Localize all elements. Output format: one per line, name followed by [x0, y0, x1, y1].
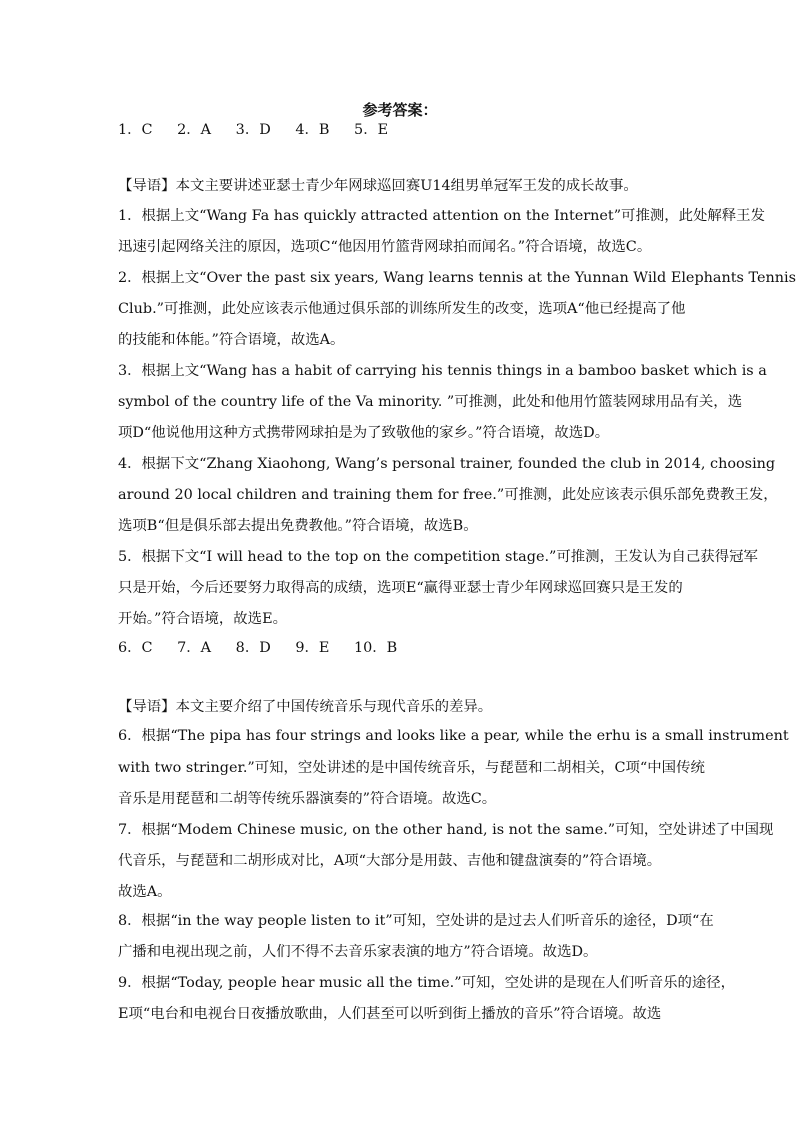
section1-line: 开始。”符合语境，故选E。	[118, 611, 287, 627]
section1-line: 4．根据下文“Zhang Xiaohong, Wang’s personal trainer, founded the club in 2014, choosing	[118, 456, 776, 472]
section1-line: 项D“他说他用这种方式携带网球拍是为了致敬他的家乡。”符合语境，故选D。	[118, 425, 610, 441]
answer-item: 10．B	[353, 640, 398, 656]
answer-item: 6．C	[118, 640, 153, 656]
section2-line: 音乐是用琵琶和二胡等传统乐器演奏的”符合语境。故选C。	[118, 791, 497, 807]
answer-item: 3．D	[235, 122, 271, 138]
answer-item: 4．B	[295, 122, 330, 138]
answer-item: 9．E	[295, 640, 330, 656]
section2-line: 故选A。	[118, 884, 172, 900]
section2-line: with two stringer.”可知，空处讲述的是中国传统音乐，与琵琶和二胡相关，C项“中国传统	[118, 760, 705, 776]
section2-line: E项“电台和电视台日夜播放歌曲，人们甚至可以听到街上播放的音乐”符合语境。故选	[118, 1006, 662, 1022]
section1-line: 5．根据下文“I will head to the top on the competition stage.”可推测，王发认为自己获得冠军	[118, 549, 758, 565]
answer-item: 8．D	[235, 640, 271, 656]
section1-line: 1．根据上文“Wang Fa has quickly attracted attention on the Internet”可推测，此处解释王发	[118, 208, 765, 224]
section2-line: 6．根据“The pipa has four strings and looks like a pear, while the erhu is a small instrument	[118, 728, 789, 744]
section1-line: around 20 local children and training them for free.”可推测，此处应该表示俱乐部免费教王发，	[118, 487, 778, 503]
section1-line: 2．根据上文“Over the past six years, Wang learns tennis at the Yunnan Wild Elephants Tennis	[118, 270, 797, 286]
answer-key-row-1	[118, 119, 718, 141]
answer-key-row-2	[118, 637, 718, 659]
section1-line: 迅速引起网络关注的原因，选项C“他因用竹篮背网球拍而闻名。”符合语境，故选C。	[118, 239, 652, 255]
answer-item: 2．A	[177, 122, 212, 138]
answer-item: 7．A	[177, 640, 212, 656]
section1-line: 选项B“但是俱乐部去提出免费教他。”符合语境，故选B。	[118, 518, 478, 534]
section1-line: 只是开始，今后还要努力取得高的成绩，选项E“赢得亚瑟士青少年网球巡回赛只是王发的	[118, 580, 683, 596]
section2-line: 代音乐，与琵琶和二胡形成对比，A项“大部分是用鼓、吉他和键盘演奏的”符合语境。	[118, 853, 662, 869]
section2-intro: 【导语】本文主要介绍了中国传统音乐与现代音乐的差异。	[118, 699, 493, 715]
section1-line: 3．根据上文“Wang has a habit of carrying his tennis things in a bamboo basket which is a	[118, 363, 767, 379]
page-title: 参考答案：	[362, 101, 438, 119]
section1-line: Club.”可推测，此处应该表示他通过俱乐部的训练所发生的改变，选项A“他已经提高了他	[118, 301, 686, 317]
section1-line: 的技能和体能。”符合语境，故选A。	[118, 332, 345, 348]
section2-line: 8．根据“in the way people listen to it”可知，空处讲的是过去人们听音乐的途径，D项“在	[118, 913, 714, 929]
section1-line: symbol of the country life of the Va minority. ”可推测，此处和他用竹篮装网球用品有关，选	[118, 394, 743, 410]
answer-item: 5．E	[354, 122, 389, 138]
section2-line: 7．根据“Modem Chinese music, on the other hand, is not the same.”可知，空处讲述了中国现	[118, 822, 774, 838]
section2-line: 广播和电视出现之前，人们不得不去音乐家表演的地方”符合语境。故选D。	[118, 944, 598, 960]
section1-intro: 【导语】本文主要讲述亚瑟士青少年网球巡回赛U14组男单冠军王发的成长故事。	[118, 178, 638, 194]
answer-item: 1．C	[118, 122, 153, 138]
section2-line: 9．根据“Today, people hear music all the time.”可知，空处讲的是现在人们听音乐的途径，	[118, 975, 736, 991]
